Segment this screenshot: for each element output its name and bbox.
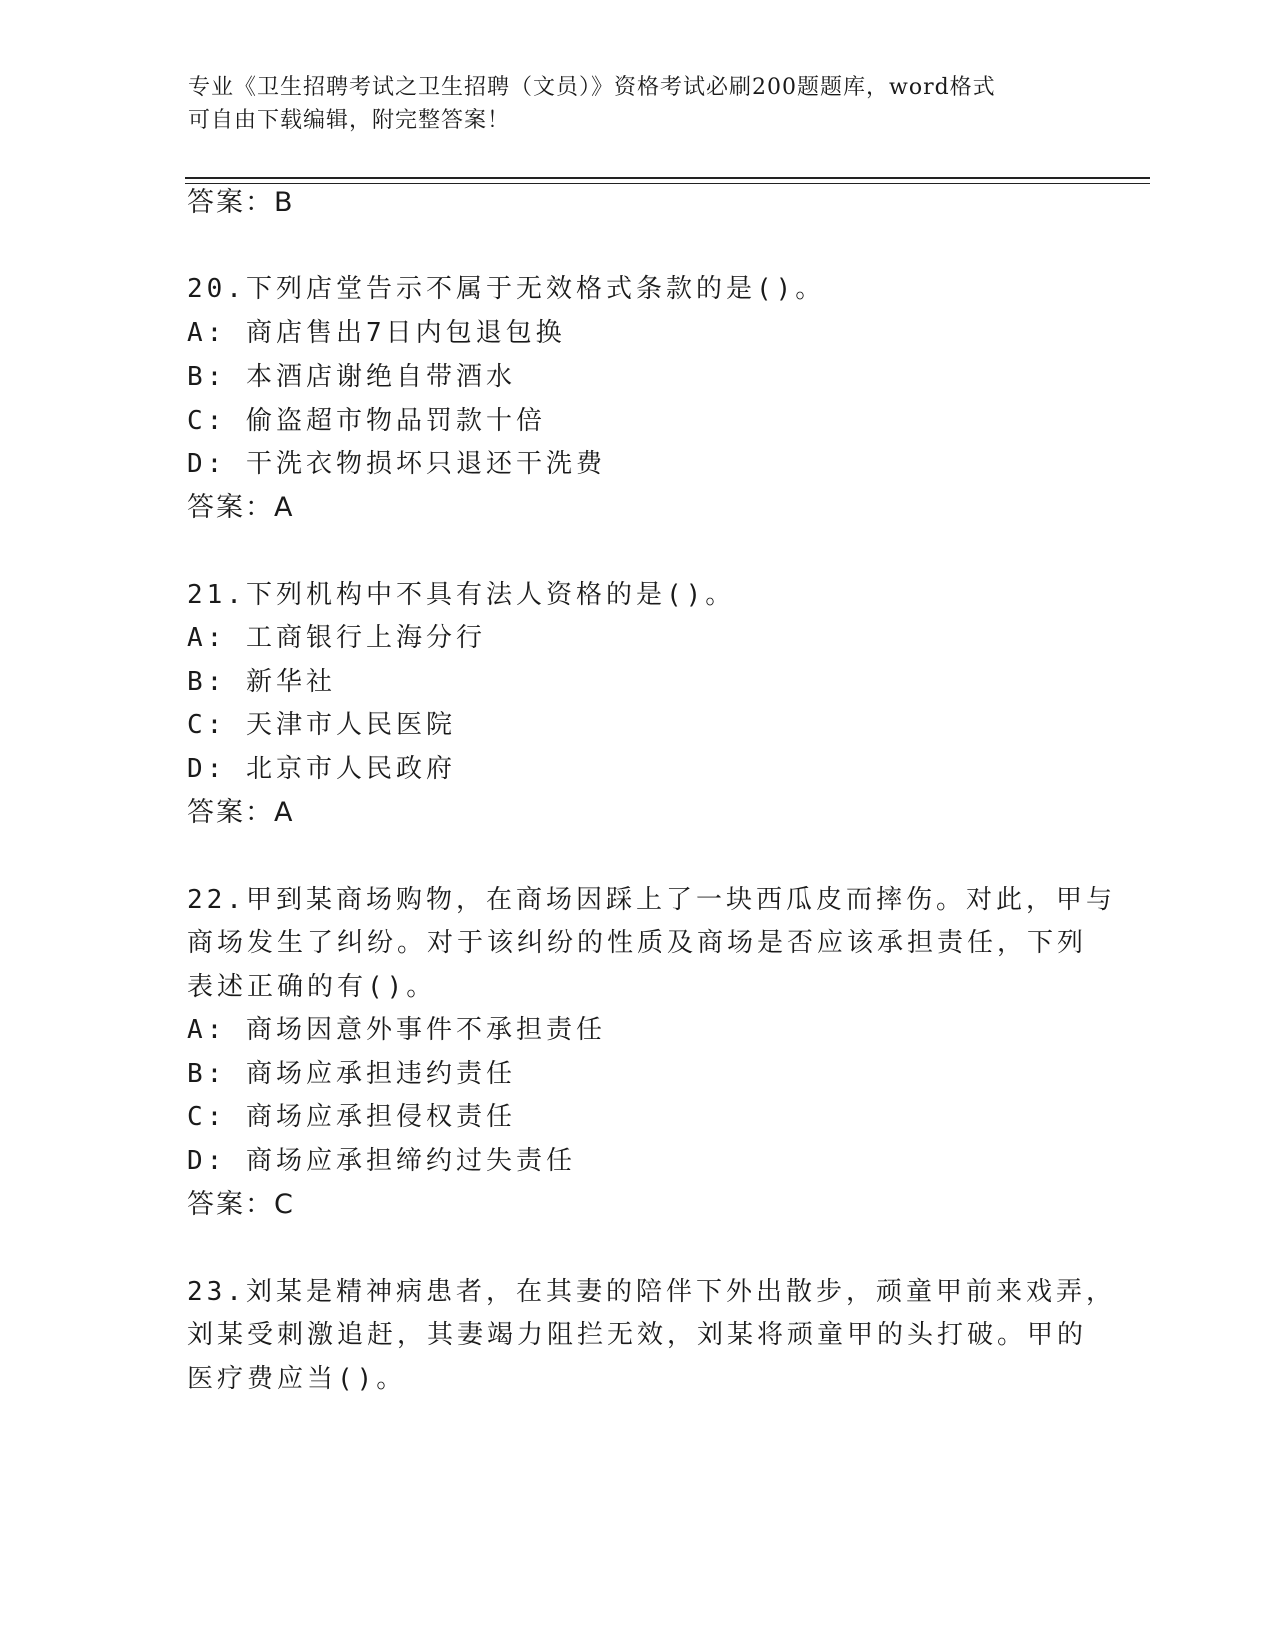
header-line-2: 可自由下载编辑，附完整答案！ (188, 108, 511, 133)
document-header (188, 71, 1068, 137)
answer-line: 答案：C (187, 1189, 295, 1220)
option-a: A: 工商银行上海分行 (187, 623, 486, 653)
answer-line: 答案：B (187, 187, 295, 218)
option-c: C: 商场应承担侵权责任 (187, 1102, 516, 1132)
question-stem: 21.下列机构中不具有法人资格的是()。 (187, 580, 736, 610)
header-line-1: 专业《卫生招聘考试之卫生招聘（文员）》资格考试必刷200题题库，word格式 (188, 75, 996, 100)
option-b: B: 本酒店谢绝自带酒水 (187, 362, 516, 392)
question-stem-continued: 表述正确的有()。 (187, 972, 437, 1002)
option-a: A: 商场因意外事件不承担责任 (187, 1015, 606, 1045)
option-d: D: 北京市人民政府 (187, 754, 456, 784)
option-d: D: 商场应承担缔约过失责任 (187, 1146, 576, 1176)
question-stem: 22.甲到某商场购物，在商场因踩上了一块西瓜皮而摔伤。对此，甲与 (187, 885, 1116, 915)
header-divider-thin (185, 183, 1150, 184)
question-stem-continued: 医疗费应当()。 (187, 1364, 407, 1394)
question-stem-continued: 刘某受刺激追赶，其妻竭力阻拦无效，刘某将顽童甲的头打破。甲的 (187, 1320, 1088, 1350)
answer-line: 答案：A (187, 492, 295, 523)
option-b: B: 商场应承担违约责任 (187, 1059, 516, 1089)
option-a: A: 商店售出7日内包退包换 (187, 318, 566, 348)
answer-line: 答案：A (187, 797, 295, 828)
question-stem-continued: 商场发生了纠纷。对于该纠纷的性质及商场是否应该承担责任，下列 (187, 928, 1088, 958)
option-c: C: 天津市人民医院 (187, 710, 456, 740)
question-stem: 20.下列店堂告示不属于无效格式条款的是()。 (187, 274, 826, 304)
header-divider-thick (185, 177, 1150, 179)
option-d: D: 干洗衣物损坏只退还干洗费 (187, 449, 606, 479)
option-b: B: 新华社 (187, 667, 336, 697)
option-c: C: 偷盗超市物品罚款十倍 (187, 406, 546, 436)
question-stem: 23.刘某是精神病患者，在其妻的陪伴下外出散步，顽童甲前来戏弄， (187, 1277, 1116, 1307)
